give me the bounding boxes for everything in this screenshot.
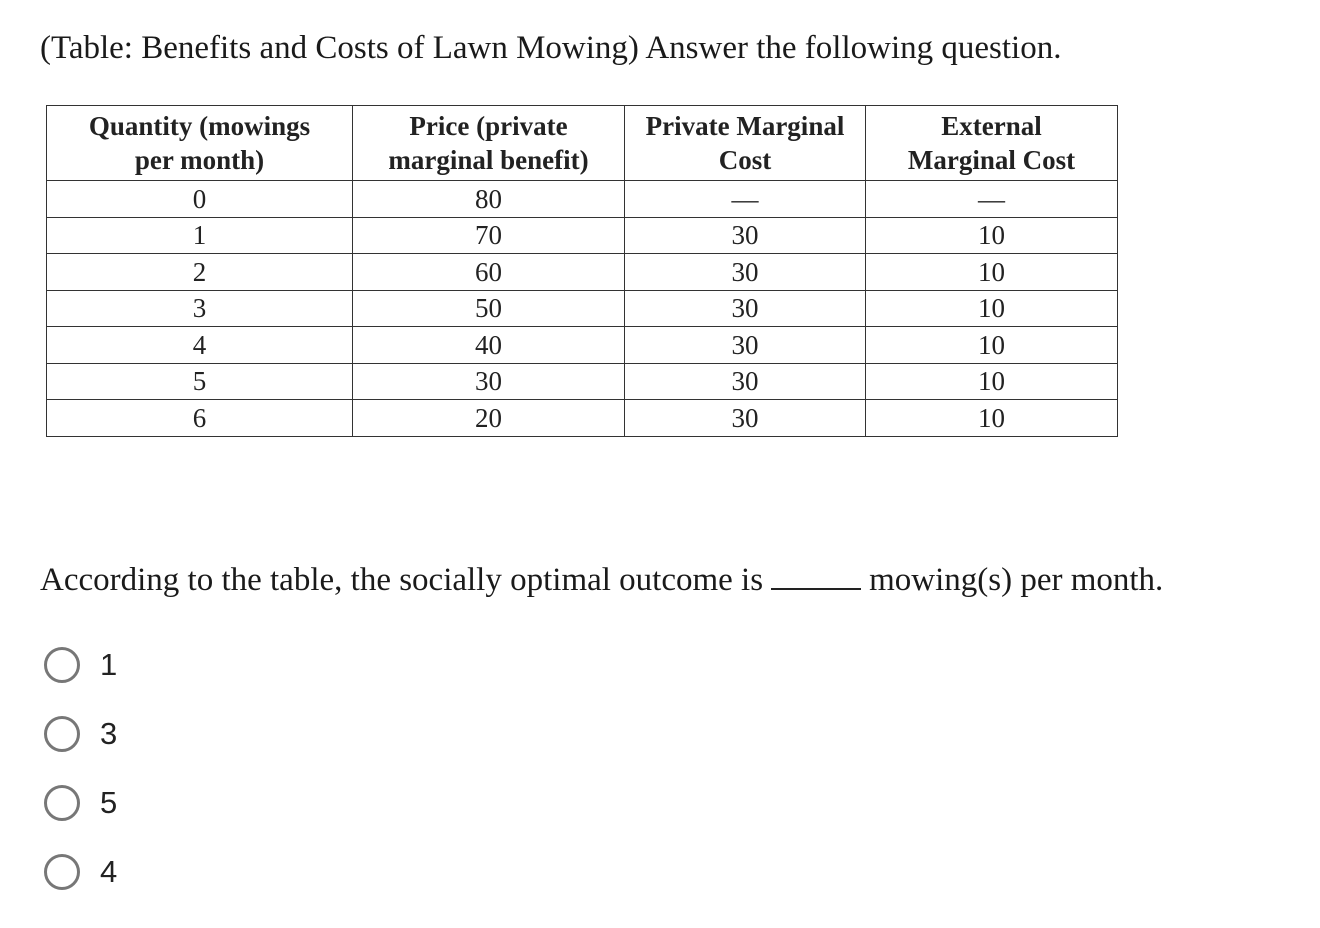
header-private-marginal-cost: Private Marginal Cost [625, 106, 866, 181]
radio-button[interactable] [44, 785, 80, 821]
table-row [47, 217, 1118, 254]
option-label: 1 [100, 646, 118, 682]
cell-price: 60 [353, 254, 625, 291]
table-row [47, 400, 1118, 437]
table-header-row [47, 106, 1118, 181]
header-price: Price (private marginal benefit) [353, 106, 625, 181]
cell-private-marginal-cost: — [625, 181, 866, 218]
cell-private-marginal-cost: 30 [625, 363, 866, 400]
cell-price: 40 [353, 327, 625, 364]
cell-price: 50 [353, 290, 625, 327]
cell-external-marginal-cost: — [866, 181, 1118, 218]
header-external-marginal-cost: External Marginal Cost [866, 106, 1118, 181]
cell-external-marginal-cost: 10 [866, 254, 1118, 291]
header-quantity: Quantity (mowings per month) [47, 106, 353, 181]
radio-button[interactable] [44, 716, 80, 752]
cell-quantity: 6 [47, 400, 353, 437]
cell-external-marginal-cost: 10 [866, 363, 1118, 400]
radio-button[interactable] [44, 854, 80, 890]
cell-quantity: 0 [47, 181, 353, 218]
cell-private-marginal-cost: 30 [625, 290, 866, 327]
cell-quantity: 5 [47, 363, 353, 400]
table-row [47, 327, 1118, 364]
table-row [47, 181, 1118, 218]
option-label: 5 [100, 784, 118, 820]
table-row [47, 254, 1118, 291]
cell-external-marginal-cost: 10 [866, 290, 1118, 327]
answer-blank [771, 560, 861, 590]
table-row [47, 363, 1118, 400]
cell-private-marginal-cost: 30 [625, 217, 866, 254]
question-text-before: According to the table, the socially optimal outcome is [40, 562, 764, 598]
question-text-after: mowing(s) per month. [869, 562, 1164, 598]
benefits-costs-table [46, 105, 1118, 437]
cell-quantity: 3 [47, 290, 353, 327]
radio-button[interactable] [44, 647, 80, 683]
option-5[interactable] [44, 768, 117, 837]
cell-price: 30 [353, 363, 625, 400]
option-label: 3 [100, 715, 118, 751]
cell-private-marginal-cost: 30 [625, 400, 866, 437]
option-4[interactable] [44, 837, 117, 906]
cell-private-marginal-cost: 30 [625, 327, 866, 364]
answer-options [44, 630, 117, 906]
option-3[interactable] [44, 699, 117, 768]
cell-price: 70 [353, 217, 625, 254]
option-label: 4 [100, 853, 118, 889]
cell-external-marginal-cost: 10 [866, 327, 1118, 364]
option-1[interactable] [44, 630, 117, 699]
question-text [40, 560, 1163, 600]
cell-price: 80 [353, 181, 625, 218]
cell-external-marginal-cost: 10 [866, 400, 1118, 437]
cell-price: 20 [353, 400, 625, 437]
cell-quantity: 1 [47, 217, 353, 254]
cell-private-marginal-cost: 30 [625, 254, 866, 291]
cell-external-marginal-cost: 10 [866, 217, 1118, 254]
question-intro: (Table: Benefits and Costs of Lawn Mowing) Answer the following question. [40, 30, 1062, 66]
cell-quantity: 4 [47, 327, 353, 364]
table-row [47, 290, 1118, 327]
cell-quantity: 2 [47, 254, 353, 291]
